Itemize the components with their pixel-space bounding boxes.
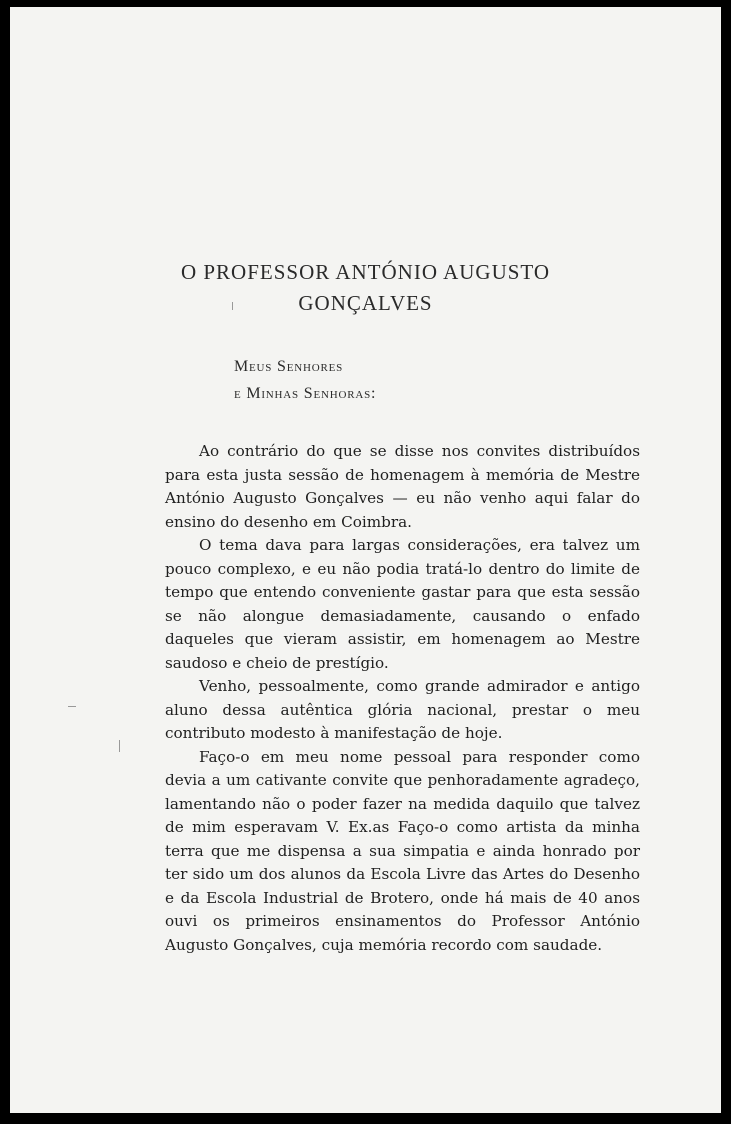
page-title-line-2: GONÇALVES [298, 291, 433, 315]
paragraph-3: Venho, pessoalmente, como grande admirador e antigo aluno dessa autêntica glória nacional, prestar o meu contributo modesto à manifestação de hoje. [165, 677, 640, 742]
page-title-line-1: O PROFESSOR ANTÓNIO AUGUSTO [180, 260, 551, 284]
salutation-line-2: e Minhas Senhoras: [234, 385, 377, 402]
salutation-line-1: Meus Senhores [234, 358, 344, 375]
scan-speck [68, 706, 76, 707]
paragraph-2: O tema dava para largas considerações, era talvez um pouco complexo, e eu não podia tratá-lo dentro do limite de tempo que entendo conveniente gastar para que esta sessão se não alongue demasiadamente, causando o enfado daqueles que vieram assistir, em homenagem ao Mestre saudoso e cheio de prestígio. [165, 536, 640, 672]
paragraph-1: Ao contrário do que se disse nos convites distribuídos para esta justa sessão de homenagem à memória de Mestre António Augusto Gonçalves — eu não venho aqui falar do ensino do desenho em Coimbra. [165, 442, 640, 531]
body-text [165, 440, 640, 957]
scan-speck [119, 740, 120, 752]
paragraph-4: Faço-o em meu nome pessoal para responder como devia a um cativante convite que penhoradamente agradeço, lamentando não o poder fazer na medida daquilo que talvez de mim esperavam V. Ex.as Faço-o como artista da minha terra que me dispensa a sua simpatia e ainda honrado por ter sido um dos alunos da Escola Livre das Artes do Desenho e da Escola Industrial de Brotero, onde há mais de 40 anos ouvi os primeiros ensinamentos do Professor António Augusto Gonçalves, cuja memória recordo com saudade. [165, 747, 640, 954]
scan-speck [232, 302, 233, 310]
